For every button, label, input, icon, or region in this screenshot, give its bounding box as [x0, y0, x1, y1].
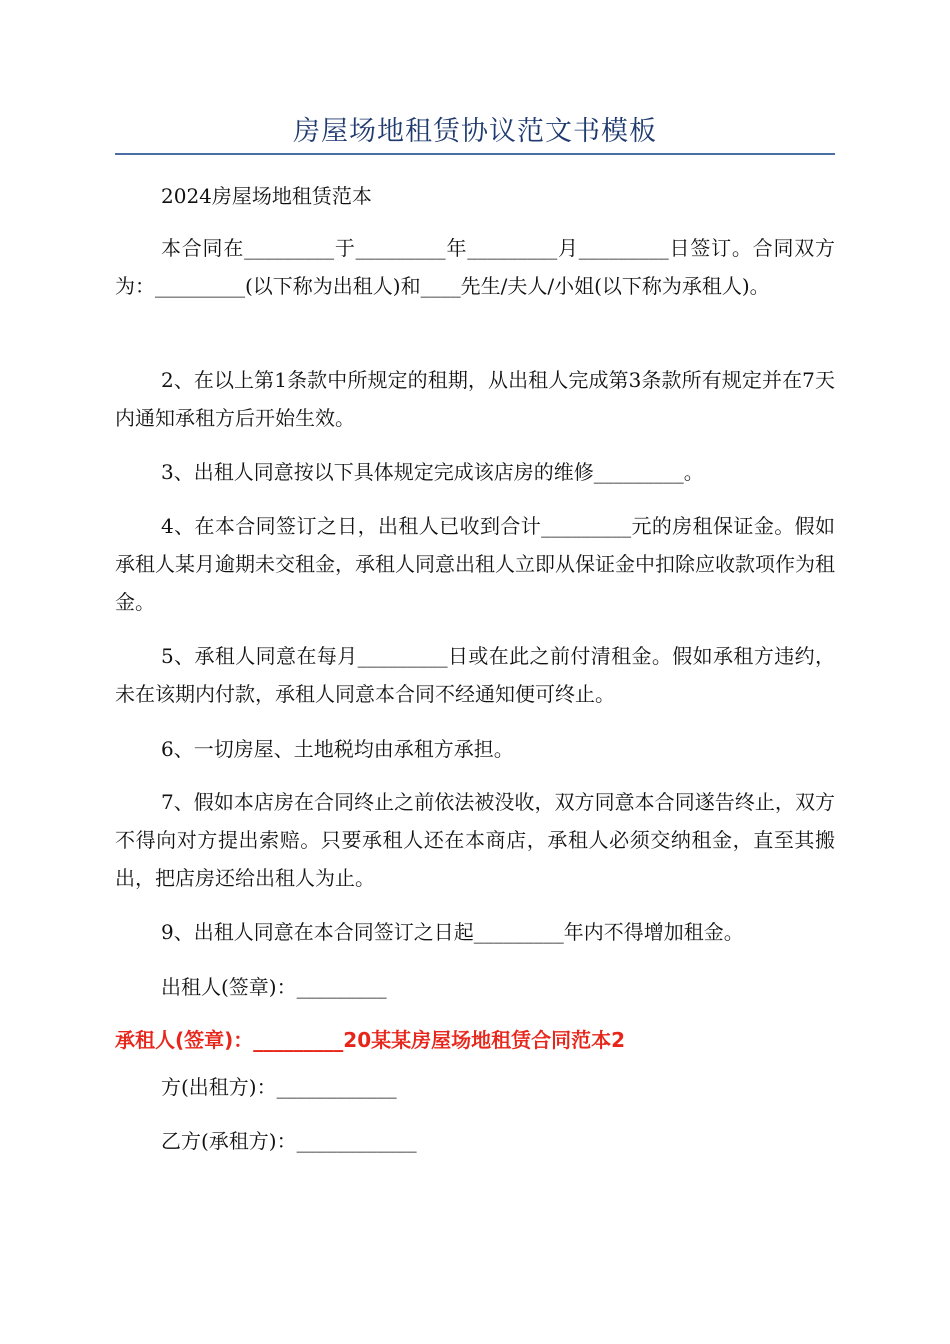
- clause-7: 7、假如本店房在合同终止之前依法被没收，双方同意本合同遂告终止，双方不得向对方提出索赔。只要承租人还在本商店，承租人必须交纳租金，直至其搬出，把店房还给出租人为止。: [115, 790, 835, 890]
- party-b-line: 乙方(承租方)：____________: [161, 1129, 417, 1153]
- lessee-signature-heading: 承租人(签章)：_________20某某房屋场地租赁合同范本2: [115, 1028, 626, 1052]
- lessor-signature: 出租人(签章)：_________: [161, 975, 387, 999]
- clause-5: 5、承租人同意在每月_________日或在此之前付清租金。假如承租方违约，未在该期内付款，承租人同意本合同不经通知便可终止。: [115, 644, 835, 706]
- clause-3: 3、出租人同意按以下具体规定完成该店房的维修_________。: [161, 460, 704, 484]
- document-title: 房屋场地租赁协议范文书模板: [293, 116, 657, 147]
- clause-4: 4、在本合同签订之日，出租人已收到合计_________元的房租保证金。假如承租人某月逾期未交租金，承租人同意出租人立即从保证金中扣除应收款项作为租金。: [115, 514, 835, 614]
- title-underline: [115, 153, 835, 155]
- clause-6: 6、一切房屋、土地税均由承租方承担。: [161, 737, 514, 761]
- document-subtitle: 2024房屋场地租赁范本: [161, 184, 372, 208]
- party-a-line: 方(出租方)：____________: [161, 1075, 397, 1099]
- clause-intro: 本合同在_________于_________年_________月_________日签订。合同双方为：_________(以下称为出租人)和____先生/夫人/小姐(以下称为承租人)。: [115, 236, 835, 298]
- clause-9: 9、出租人同意在本合同签订之日起_________年内不得增加租金。: [161, 920, 744, 944]
- clause-2: 2、在以上第1条款中所规定的租期，从出租人完成第3条款所有规定并在7天内通知承租方后开始生效。: [115, 368, 835, 430]
